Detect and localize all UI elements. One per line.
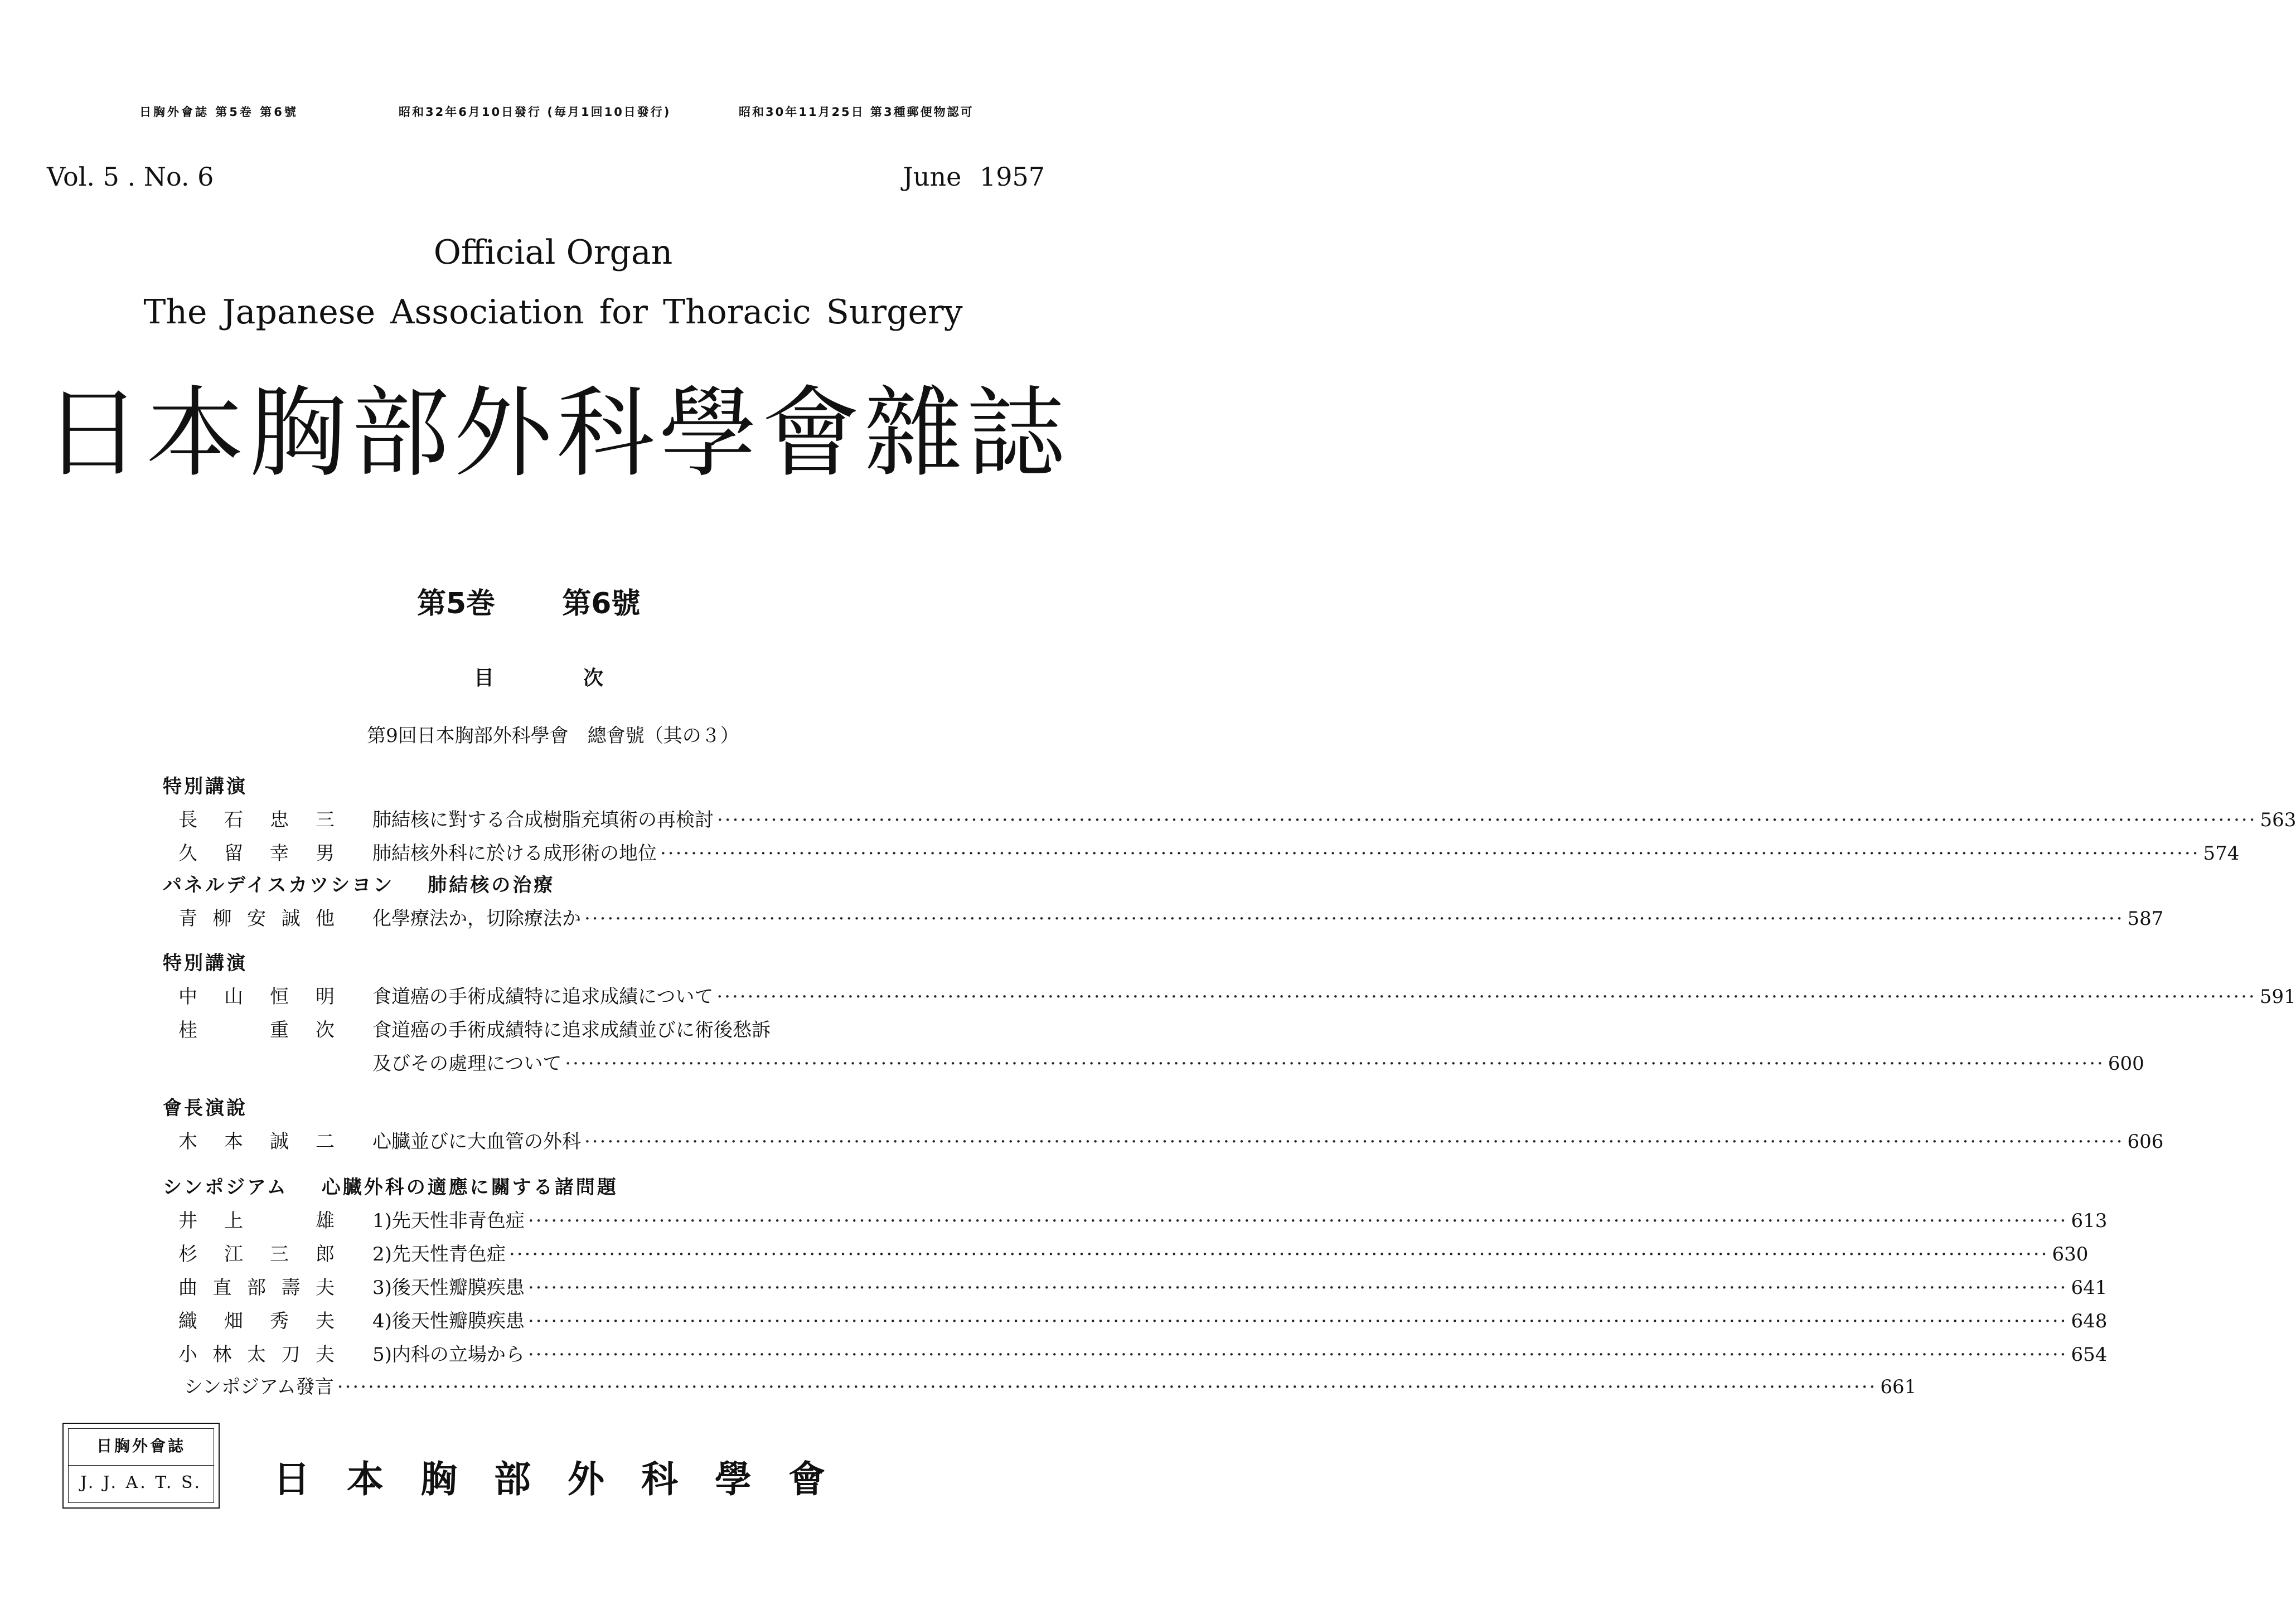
volume-label: 第5巻	[417, 587, 496, 620]
dot-leader: ········································································································································································································	[337, 1376, 1877, 1398]
entry-title: 4)後天性瓣膜疾患	[372, 1310, 525, 1332]
dot-leader: ········································································································································································································	[527, 1210, 2068, 1232]
header-issue-info: 昭和32年6月10日發行 (毎月1回10日發行)	[399, 105, 671, 119]
journal-title: 日本胸部外科學會雜誌	[43, 376, 1070, 491]
association-name: The Japanese Association for Thoracic Surgery	[143, 293, 963, 332]
entry-author: 曲直部壽夫	[178, 1277, 335, 1299]
entry-title: 3)後天性瓣膜疾患	[372, 1277, 525, 1299]
entry-page-number: 648	[2071, 1310, 2108, 1332]
entry-title: 2)先天性青色症	[372, 1243, 506, 1266]
entry-page-number: 587	[2127, 908, 2164, 930]
entry-author: 中山恒明	[178, 986, 335, 1008]
official-organ: Official Organ	[433, 233, 673, 272]
dot-leader: ········································································································································································································	[584, 908, 2124, 930]
volume-number: Vol. 5 . No. 6	[47, 162, 214, 192]
entry-author: 青柳安誠他	[178, 908, 335, 930]
publisher-name: 日本胸部外科學會	[273, 1458, 862, 1501]
section-heading	[163, 1093, 248, 1120]
entry-page-number: 606	[2127, 1131, 2164, 1153]
dot-leader: ········································································································································································································	[584, 1131, 2124, 1153]
entry-page-number: 613	[2071, 1210, 2108, 1232]
journal-abbrev-jp: 日胸外會誌	[96, 1437, 186, 1455]
issue-date: June 1957	[903, 162, 1045, 192]
box-divider	[68, 1465, 214, 1466]
entry-page-number: 654	[2071, 1344, 2108, 1366]
entry-page-number: 661	[1880, 1376, 1917, 1398]
entry-title: 食道癌の手術成績特に追求成績について	[372, 986, 714, 1008]
entry-page-number: 600	[2108, 1053, 2144, 1075]
section-heading	[163, 948, 248, 975]
dot-leader: ········································································································································································································	[527, 1344, 2068, 1366]
entry-author: 長石忠三	[178, 809, 335, 831]
entry-page-number: 591	[2259, 986, 2296, 1008]
volume-issue	[417, 580, 640, 622]
entry-author: 木本誠二	[178, 1131, 335, 1153]
dot-leader: ········································································································································································································	[508, 1243, 2049, 1266]
entry-page-number: 641	[2071, 1277, 2108, 1299]
section-heading-label: 會長演說	[163, 1097, 248, 1119]
section-heading	[163, 1172, 618, 1199]
entry-author: 井上 雄	[178, 1210, 335, 1232]
section-heading-label: 特別講演	[163, 775, 248, 798]
dot-leader: ········································································································································································································	[527, 1310, 2068, 1332]
entry-title: 化學療法か，切除療法か	[372, 908, 581, 930]
dot-leader: ········································································································································································································	[565, 1053, 2105, 1075]
section-subheading: 心臓外科の適應に關する諸問題	[321, 1176, 618, 1199]
entry-author: 杉江三郎	[178, 1243, 335, 1266]
contents-heading: 目次	[474, 667, 693, 690]
entry-title: 1)先天性非青色症	[372, 1210, 525, 1232]
section-heading	[163, 771, 248, 798]
entry-page-number: 563	[2260, 809, 2296, 831]
section-heading-label: パネルデイスカツシヨン	[163, 874, 395, 896]
congress-line: 第9回日本胸部外科學會 總會號（其の３）	[367, 725, 739, 747]
header-postal-info: 昭和30年11月25日 第3種郵便物認可	[739, 105, 974, 119]
entry-page-number: 630	[2052, 1243, 2089, 1266]
entry-title: 肺結核に對する合成樹脂充填術の再検討	[372, 809, 714, 831]
entry-title: 肺結核外科に於ける成形術の地位	[372, 842, 657, 865]
journal-abbreviation-box	[62, 1423, 220, 1509]
section-heading	[163, 870, 555, 897]
section-heading-label: シンポジアム	[163, 1176, 288, 1199]
header-journal-volume: 日胸外會誌 第5卷 第6號	[139, 105, 298, 119]
entry-author: 小林太刀夫	[178, 1344, 335, 1366]
issue-label: 第6號	[562, 587, 641, 620]
dot-leader: ········································································································································································································	[717, 809, 2257, 831]
entry-title: 5)内科の立場から	[372, 1344, 525, 1366]
entry-author: 織畑秀夫	[178, 1310, 335, 1332]
entry-author: 久留幸男	[178, 842, 335, 865]
journal-abbrev-en: J. J. A. T. S.	[80, 1473, 202, 1492]
dot-leader: ········································································································································································································	[660, 842, 2200, 865]
section-subheading: 肺結核の治療	[428, 874, 555, 896]
entry-title: 及びその處理について	[372, 1053, 562, 1075]
entry-title: シンポジアム發言	[184, 1376, 334, 1398]
dot-leader: ········································································································································································································	[527, 1277, 2068, 1299]
entry-title: 食道癌の手術成績特に追求成績並びに術後愁訴	[372, 1019, 771, 1041]
entry-page-number: 574	[2203, 842, 2240, 865]
section-heading-label: 特別講演	[163, 952, 248, 974]
entry-author: 桂 重次	[178, 1019, 335, 1041]
entry-title: 心臓並びに大血管の外科	[372, 1131, 581, 1153]
dot-leader: ········································································································································································································	[716, 986, 2256, 1008]
header-line	[0, 103, 1106, 125]
